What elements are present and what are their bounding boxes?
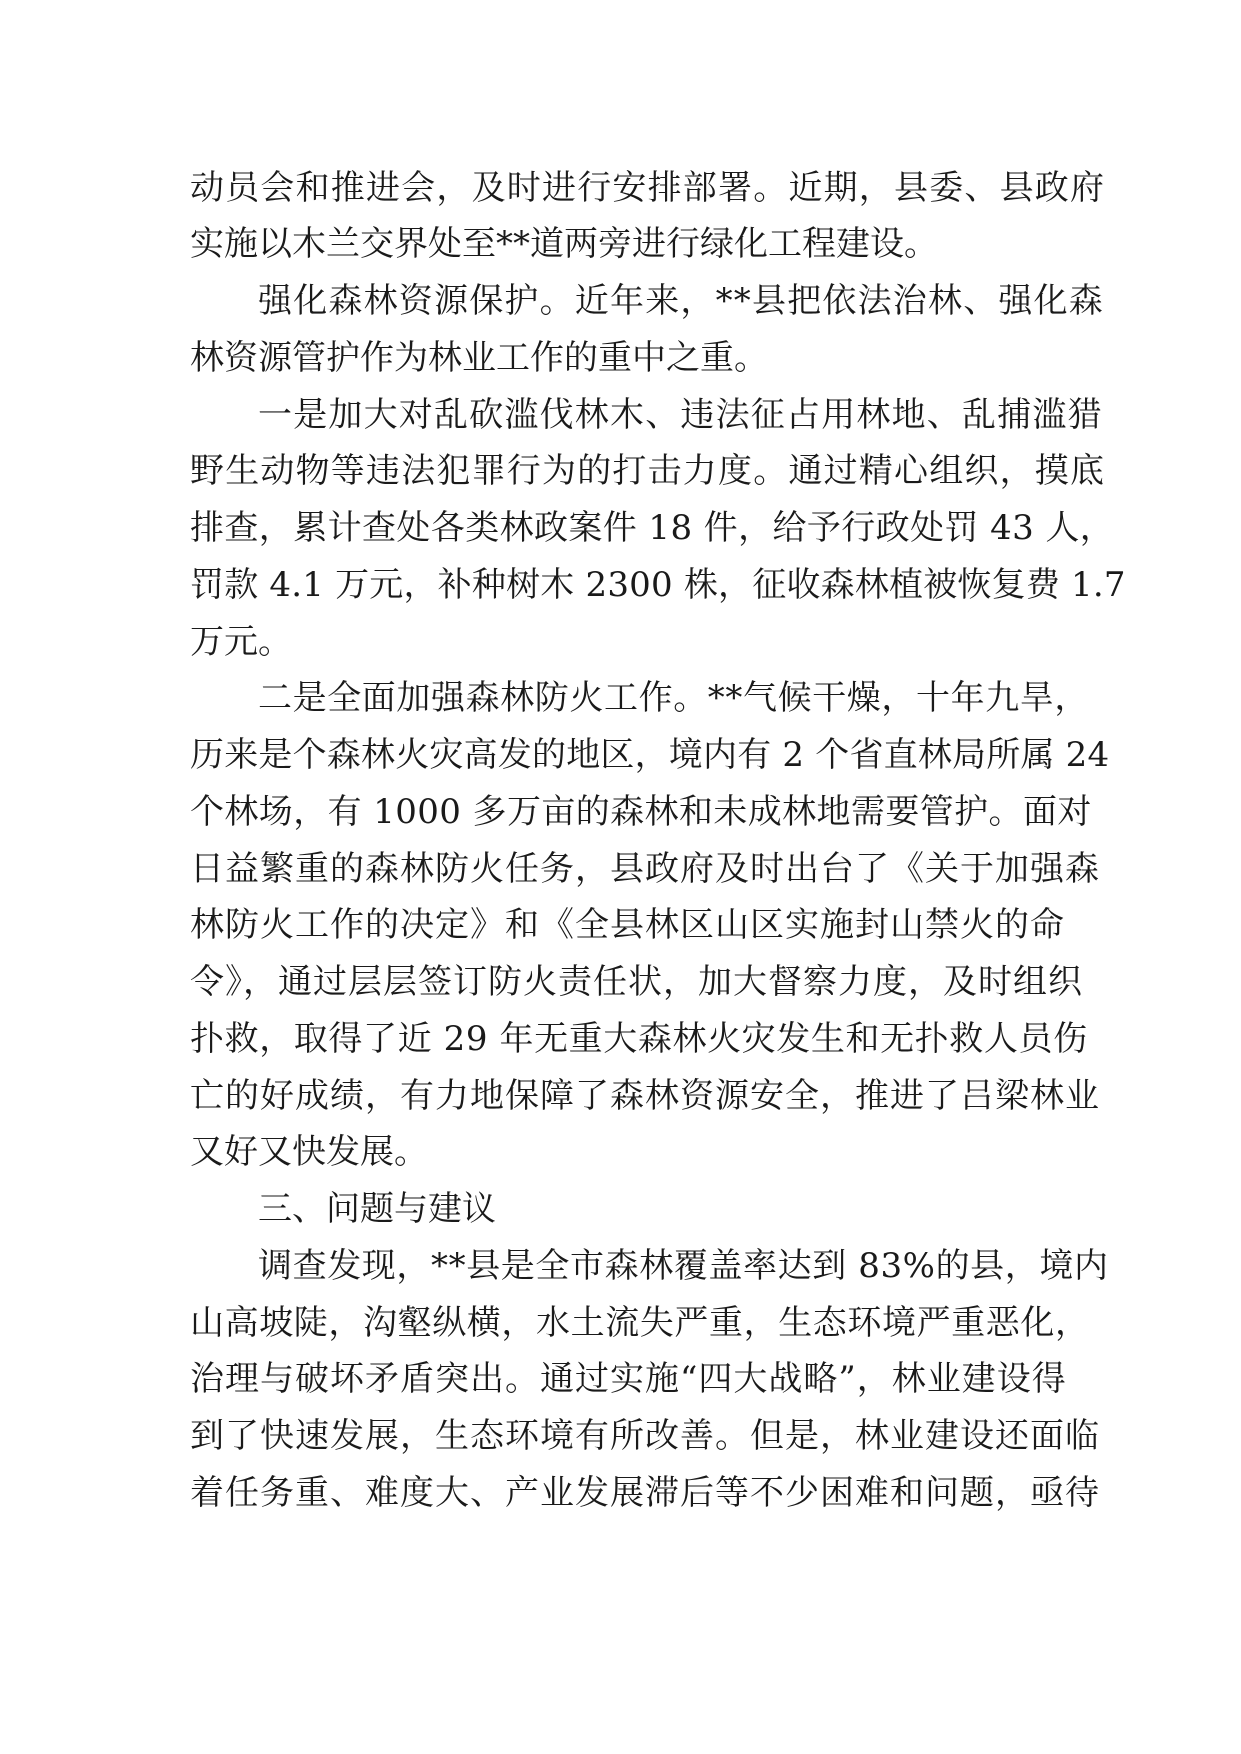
text-line: 令》，通过层层签订防火责任状，加大督察力度，及时组织 bbox=[190, 962, 1083, 1002]
text-line: 历来是个森林火灾高发的地区，境内有 2 个省直林局所属 24 bbox=[190, 735, 1110, 775]
text-line: 二是全面加强森林防火工作。**气候干燥，十年九旱， bbox=[258, 678, 1089, 718]
text-line: 日益繁重的森林防火任务，县政府及时出台了《关于加强森 bbox=[190, 849, 1100, 889]
text-line: 个林场，有 1000 多万亩的森林和未成林地需要管护。面对 bbox=[190, 792, 1092, 832]
text-line: 林防火工作的决定》和《全县林区山区实施封山禁火的命 bbox=[190, 905, 1065, 945]
text-line: 林资源管护作为林业工作的重中之重。 bbox=[190, 338, 768, 378]
text-line: 治理与破坏矛盾突出。通过实施“四大战略”，林业建设得 bbox=[190, 1359, 1067, 1399]
text-line: 又好又快发展。 bbox=[190, 1132, 428, 1172]
text-line: 扑救，取得了近 29 年无重大森林火灾发生和无扑救人员伤 bbox=[190, 1019, 1088, 1059]
text-line: 着任务重、难度大、产业发展滞后等不少困难和问题，亟待 bbox=[190, 1473, 1100, 1513]
text-line: 实施以木兰交界处至**道两旁进行绿化工程建设。 bbox=[190, 224, 938, 264]
text-line: 野生动物等违法犯罪行为的打击力度。通过精心组织，摸底 bbox=[190, 451, 1106, 491]
text-line: 强化森林资源保护。近年来，**县把依法治林、强化森 bbox=[258, 281, 1104, 321]
text-line: 调查发现，**县是全市森林覆盖率达到 83%的县，境内 bbox=[258, 1246, 1109, 1286]
text-line: 山高坡陡，沟壑纵横，水土流失严重，生态环境严重恶化， bbox=[190, 1303, 1090, 1343]
text-line: 一是加大对乱砍滥伐林木、违法征占用林地、乱捕滥猎 bbox=[258, 395, 1103, 435]
text-line: 罚款 4.1 万元，补种树木 2300 株，征收森林植被恢复费 1.7 bbox=[190, 565, 1126, 605]
section-heading: 三、问题与建议 bbox=[258, 1189, 496, 1229]
text-line: 万元。 bbox=[190, 622, 292, 662]
text-line: 动员会和推进会，及时进行安排部署。近期，县委、县政府 bbox=[190, 168, 1106, 208]
text-line: 排查，累计查处各类林政案件 18 件，给予行政处罚 43 人， bbox=[190, 508, 1115, 548]
text-line: 到了快速发展，生态环境有所改善。但是，林业建设还面临 bbox=[190, 1416, 1100, 1456]
text-line: 亡的好成绩，有力地保障了森林资源安全，推进了吕梁林业 bbox=[190, 1076, 1100, 1116]
